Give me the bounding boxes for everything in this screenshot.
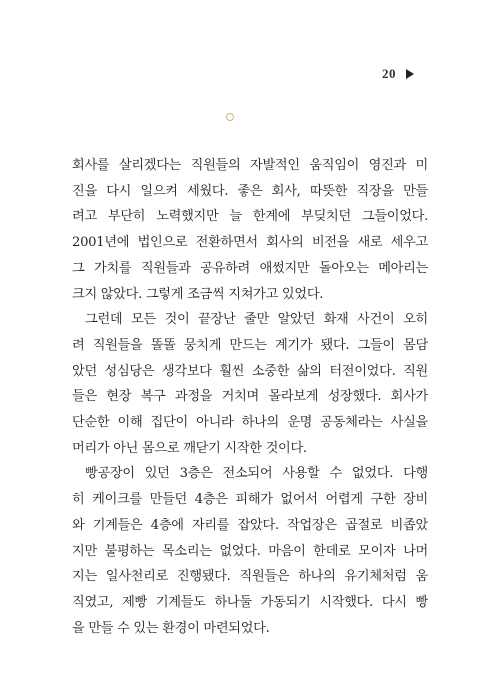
paragraph-2 — [72, 307, 428, 461]
text-line: 았던 성심당은 생각보다 훨씬 소중한 삶의 터전이었다. 직원 — [72, 363, 428, 379]
text-line: 을 만들 수 있는 환경이 마련되었다. — [72, 620, 270, 636]
text-line: 려 직원들을 똘똘 뭉치게 만드는 계기가 됐다. 그들이 몸담 — [72, 337, 428, 353]
text-line: 그 가치를 직원들과 공유하려 애썼지만 돌아오는 메아리는 — [72, 260, 428, 276]
paragraph-1 — [72, 153, 428, 307]
text-line: 히 케이크를 만들던 4층은 피해가 없어서 어렵게 구한 장비 — [72, 492, 428, 508]
text-line: 지는 일사천리로 진행됐다. 직원들은 하나의 유기체처럼 움 — [72, 569, 428, 585]
text-line: 진을 다시 일으켜 세웠다. 좋은 회사, 따뜻한 직장을 만들 — [72, 183, 428, 199]
page-header — [382, 66, 414, 82]
text-line: 빵공장이 있던 3층은 전소되어 사용할 수 없었다. 다행 — [85, 466, 428, 482]
text-line: 단순한 이해 집단이 아니라 하나의 운명 공동체라는 사실을 — [72, 415, 428, 431]
text-line: 와 기계들은 4층에 자리를 잡았다. 작업장은 곱절로 비좁았 — [72, 517, 428, 533]
play-right-icon[interactable] — [406, 69, 414, 79]
text-line: 지만 불평하는 목소리는 없었다. 마음이 한데로 모이자 나머 — [72, 543, 428, 559]
text-line: 2001년에 법인으로 전환하면서 회사의 비전을 새로 세우고 — [72, 235, 428, 251]
text-line: 려고 부단히 노력했지만 늘 한계에 부딪치던 그들이었다. — [72, 209, 428, 225]
body-text — [72, 153, 428, 641]
text-line: 들은 현장 복구 과정을 거치며 몰라보게 성장했다. 회사가 — [72, 389, 428, 405]
page-number: 20 — [382, 66, 396, 81]
text-line: 머리가 아닌 몸으로 깨닫기 시작한 것이다. — [72, 440, 307, 456]
text-line: 직였고, 제빵 기계들도 하나둘 가동되기 시작했다. 다시 빵 — [72, 594, 428, 610]
text-line: 크지 않았다. 그렇게 조금씩 지쳐가고 있었다. — [72, 286, 324, 302]
text-line: 회사를 살리겠다는 직원들의 자발적인 움직임이 영진과 미 — [72, 158, 428, 173]
paragraph-3 — [72, 461, 428, 641]
text-line: 그런데 모든 것이 끝장난 줄만 알았던 화재 사건이 오히 — [85, 312, 428, 328]
circle-ornament-icon — [226, 113, 234, 121]
